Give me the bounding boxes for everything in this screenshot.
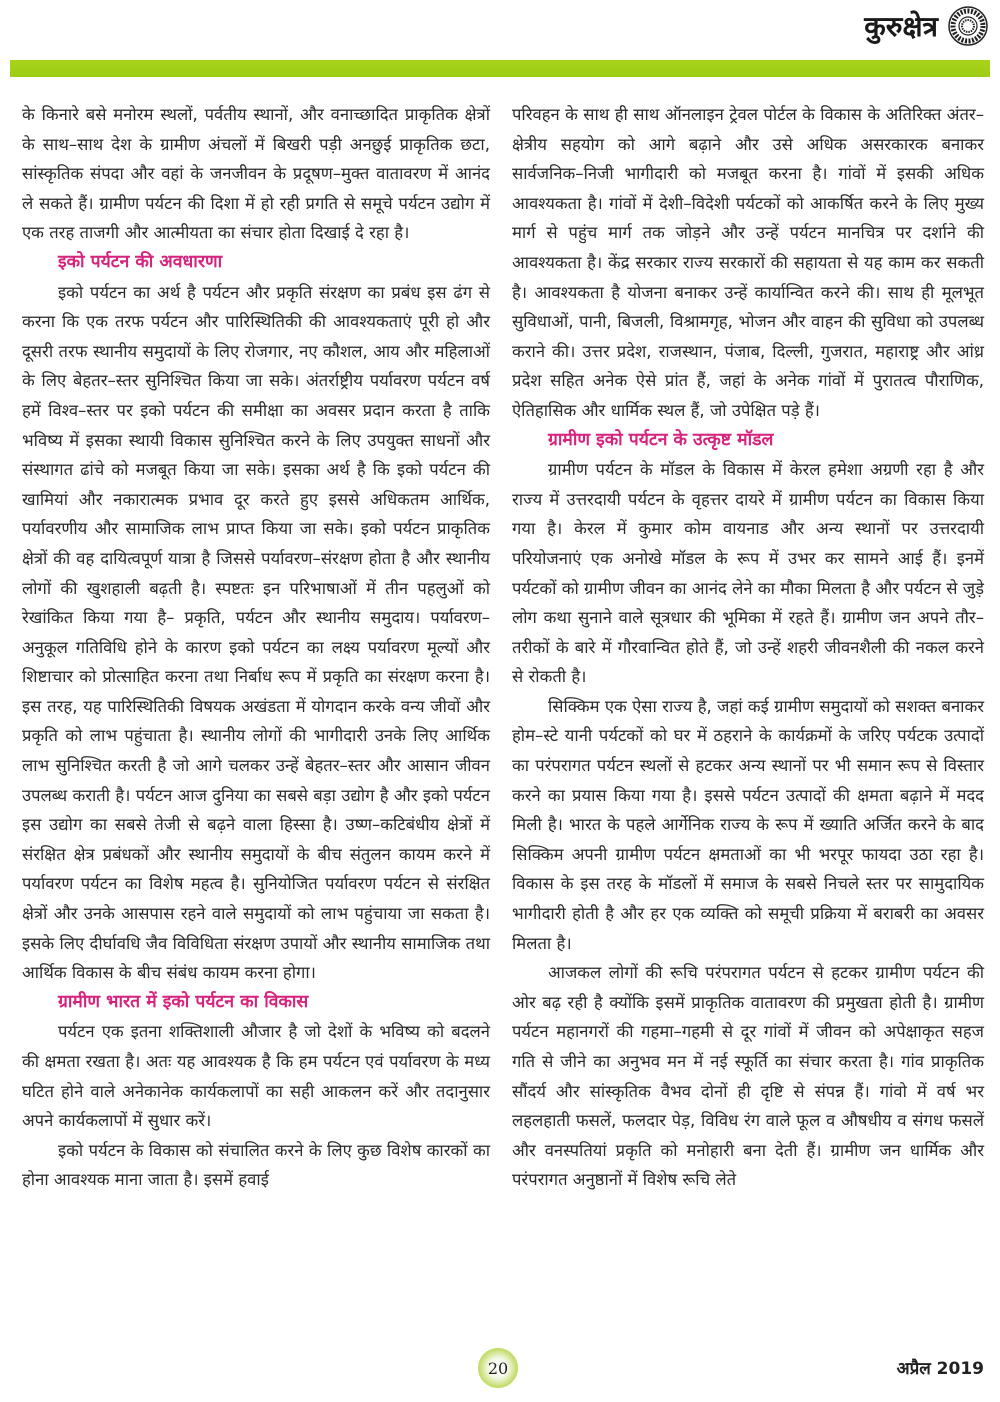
header-accent-bar xyxy=(10,60,990,77)
paragraph: इको पर्यटन का अर्थ है पर्यटन और प्रकृति संरक्षण का प्रबंध इस ढंग से करना कि एक तरफ पर्यटन और पारिस्थितिकी की आवश्यकताएं पूरी हो और दूसरी तरफ स्थानीय समुदायों के लिए रोजगार, नए कौशल, आय और महिलाओं के लिए बेहतर–स्तर सुनिश्चित किया जा सके। अंतर्राष्ट्रीय पर्यावरण पर्यटन वर्ष हमें विश्व–स्तर पर इको पर्यटन की समीक्षा का अवसर प्रदान करता है ताकि भविष्य में इसका स्थायी विकास सुनिश्चित करने के लिए उपयुक्त साधनों और संस्थागत ढांचे को मजबूत किया जा सके। इसका अर्थ है कि इको पर्यटन की खामियां और नकारात्मक प्रभाव दूर करते हुए इससे अधिकतम आर्थिक, पर्यावरणीय और सामाजिक लाभ प्राप्त किया जा सके। इको पर्यटन प्राकृतिक क्षेत्रों की वह दायित्वपूर्ण यात्रा है जिससे पर्यावरण–संरक्षण होता है और स्थानीय लोगों की खुशहाली बढ़ती है। स्पष्टतः इन परिभाषाओं में तीन पहलुओं को रेखांकित किया गया है– प्रकृति, पर्यटन और स्थानीय समुदाय। पर्यावरण–अनुकूल गतिविधि होने के कारण इको पर्यटन का लक्ष्य पर्यावरण मूल्यों और शिष्टाचार को प्रोत्साहित करना तथा निर्बाध रूप में प्रकृति का संरक्षण करना है। इस तरह, यह पारिस्थितिकी विषयक अखंडता में योगदान करके वन्य जीवों और प्रकृति को लाभ पहुंचाता है। स्थानीय लोगों की भागीदारी उनके लिए आर्थिक लाभ सुनिश्चित करती है जो आगे चलकर उन्हें बेहतर–स्तर और आसान जीवन उपलब्ध कराती है। पर्यटन आज दुनिया का सबसे बड़ा उद्योग है और इको पर्यटन इस उद्योग का सबसे तेजी से बढ़ने वाला हिस्सा है। उष्ण–कटिबंधीय क्षेत्रों में संरक्षित क्षेत्र प्रबंधकों और स्थानीय समुदायों के बीच संतुलन कायम करने में पर्यावरण पर्यटन का विशेष महत्व है। सुनियोजित पर्यावरण पर्यटन से संरक्षित क्षेत्रों और उनके आसपास रहने वाले समुदायों को लाभ पहुंचाया जा सकता है। इसके लिए दीर्घावधि जैव विविधिता संरक्षण उपायों और स्थानीय सामाजिक तथा आर्थिक विकास के बीच संबंध कायम करना होगा। xyxy=(22,282,490,983)
section-heading-eco-tourism-rural-india: ग्रामीण भारत में इको पर्यटन का विकास xyxy=(58,991,309,1012)
paragraph: आजकल लोगों की रूचि परंपरागत पर्यटन से हटकर ग्रामीण पर्यटन की ओर बढ़ रही है क्योंकि इसमें प्राकृतिक वातावरण की प्रमुखता होती है। ग्रामीण पर्यटन महानगरों की गहमा–गहमी से दूर गांवों में जीवन को अपेक्षाकृत सहज गति से जीने का अनुभव मन में नई स्फूर्ति का संचार करता है। गांव प्राकृतिक सौंदर्य और सांस्कृतिक वैभव दोनों ही दृष्टि से संपन्न हैं। गांवो में वर्ष भर लहलहाती फसलें, फलदार पेड़, विविध रंग वाले फूल व औषधीय व संगध फसलें और वनस्पतियां प्रकृति को मनोहारी बना देती हैं। ग्रामीण जन धार्मिक और परंपरागत अनुष्ठानों में विशेष रूचि लेते xyxy=(512,963,984,1190)
emblem-seal-icon xyxy=(948,6,988,46)
masthead xyxy=(864,6,988,46)
paragraph: परिवहन के साथ ही साथ ऑनलाइन ट्रेवल पोर्टल के विकास के अतिरिक्त अंतर–क्षेत्रीय सहयोग को आगे बढ़ाने और उसे अधिक असरकारक बनाकर सार्वजनिक–निजी भागीदारी को मजबूत करना है। गांवों में इसकी अधिक आवश्यकता है। गांवों में देशी–विदेशी पर्यटकों को आकर्षित करने के लिए मुख्य मार्ग से पहुंच मार्ग तक जोड़ने और उन्हें पर्यटन मानचित्र पर दर्शाने की आवश्यकता है। केंद्र सरकार राज्य सरकारों की सहायता से यह काम कर सकती है। आवश्यकता है योजना बनाकर उन्हें कार्यान्वित करने की। साथ ही मूलभूत सुविधाओं, पानी, बिजली, विश्रामगृह, भोजन और वाहन की सुविधा को उपलब्ध कराने की। उत्तर प्रदेश, राजस्थान, पंजाब, दिल्ली, गुजरात, महाराष्ट्र और आंध्र प्रदेश सहित अनेक ऐसे प्रांत हैं, जहां के अनेक गांवों में पुरातत्व पौराणिक, ऐतिहासिक और धार्मिक स्थल हैं, जो उपेक्षित पड़े हैं। xyxy=(512,105,984,420)
paragraph: ग्रामीण पर्यटन के मॉडल के विकास में केरल हमेशा अग्रणी रहा है और राज्य में उत्तरदायी पर्यटन के वृहत्तर दायरे में ग्रामीण पर्यटन का विकास किया गया है। केरल में कुमार कोम वायनाड और अन्य स्थानों पर उत्तरदायी परियोजनाएं एक अनोखे मॉडल के रूप में उभर कर सामने आई हैं। इनमें पर्यटकों को ग्रामीण जीवन का आनंद लेने का मौका मिलता है और पर्यटन से जुड़े लोग कथा सुनाने वाले सूत्रधार की भूमिका में रहते हैं। ग्रामीण जन अपने तौर–तरीकों के बारे में गौरवान्वित होते हैं, जो उन्हें शहरी जीवनशैली की नकल करने से रोकती है। xyxy=(512,460,984,687)
paragraph: पर्यटन एक इतना शक्तिशाली औजार है जो देशों के भविष्य को बदलने की क्षमता रखता है। अतः यह आवश्यक है कि हम पर्यटन एवं पर्यावरण के मध्य घटित होने वाले अनेकानेक कार्यकलापों का सही आकलन करें और तदानुसार अपने कार्यकलापों में सुधार करें। xyxy=(22,1022,490,1131)
left-column xyxy=(22,100,490,1195)
page-number: 20 xyxy=(487,1358,509,1378)
issue-date: अप्रैल 2019 xyxy=(896,1359,984,1379)
magazine-title: कुरुक्षेत्र xyxy=(864,10,938,43)
section-heading-rural-eco-tourism-models: ग्रामीण इको पर्यटन के उत्कृष्ट मॉडल xyxy=(548,429,774,450)
page-number-badge xyxy=(478,1348,518,1388)
paragraph: इको पर्यटन के विकास को संचालित करने के लिए कुछ विशेष कारकों का होना आवश्यक माना जाता है। इसमें हवाई xyxy=(22,1140,490,1190)
paragraph: के किनारे बसे मनोरम स्थलों, पर्वतीय स्थानों, और वनाच्छादित प्राकृतिक क्षेत्रों के साथ–साथ देश के ग्रामीण अंचलों में बिखरी पड़ी अनछुई प्राकृतिक छटा, सांस्कृतिक संपदा और वहां के जनजीवन के प्रदूषण–मुक्त वातावरण में आनंद ले सकते हैं। ग्रामीण पर्यटन की दिशा में हो रही प्रगति से समूचे पर्यटन उद्योग में एक तरह ताजगी और आत्मीयता का संचार होता दिखाई दे रहा है। xyxy=(22,105,490,243)
right-column xyxy=(512,100,984,1195)
section-heading-eco-tourism-concept: इको पर्यटन की अवधारणा xyxy=(58,251,223,272)
paragraph: सिक्किम एक ऐसा राज्य है, जहां कई ग्रामीण समुदायों को सशक्त बनाकर होम–स्टे यानी पर्यटकों को घर में ठहराने के कार्यक्रमों के जरिए पर्यटक उत्पादों का परंपरागत पर्यटन स्थलों से हटकर अन्य स्थानों पर भी समान रूप से विस्तार करने का प्रयास किया गया है। इससे पर्यटन उत्पादों की क्षमता बढ़ाने में मदद मिली है। भारत के पहले आर्गेनिक राज्य के रूप में ख्याति अर्जित करने के बाद सिक्किम अपनी ग्रामीण पर्यटन क्षमताओं का भी भरपूर फायदा उठा रहा है। विकास के इस तरह के मॉडलों में समाज के सबसे निचले स्तर पर सामुदायिक भागीदारी होती है और हर एक व्यक्ति को समूची प्रक्रिया में बराबरी का अवसर मिलता है। xyxy=(512,696,984,953)
